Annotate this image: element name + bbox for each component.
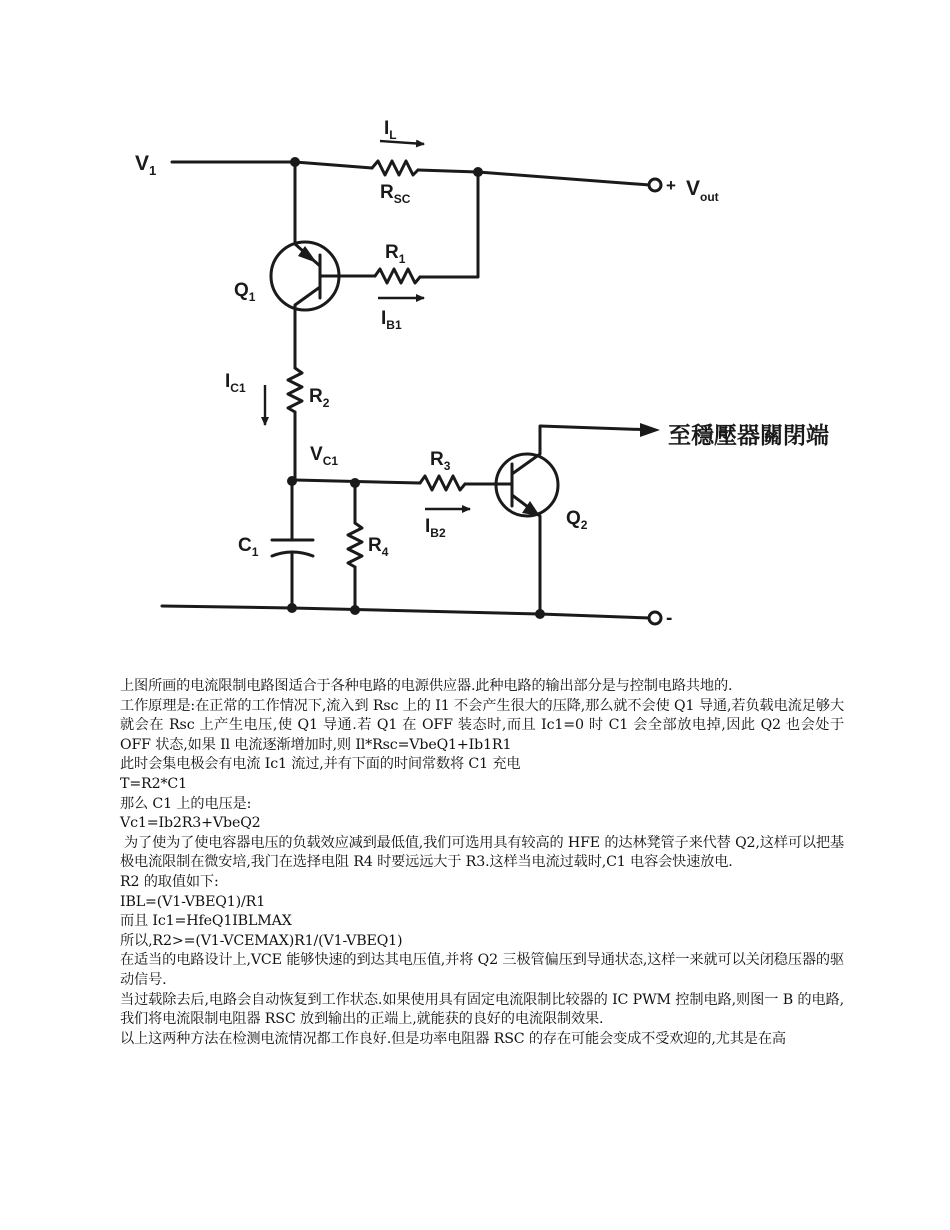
r3-resistor [420, 476, 465, 490]
vout-plus-terminal [649, 179, 661, 191]
formula: Vc1=Ib2R3+VbeQ2 [120, 815, 261, 832]
vout-minus-terminal [649, 612, 661, 624]
formula: IBL=(V1-VBEQ1)/R1 [120, 893, 266, 910]
explanation-text [120, 677, 844, 1049]
top-rail-wire-right [418, 170, 650, 185]
il-arrow [380, 141, 424, 144]
label-q2: $Q_2$ [566, 508, 588, 532]
bottom-rail-wire [162, 606, 650, 618]
label-r2: $R_2$ [309, 386, 330, 410]
formula: 所以,R2>=(V1-VCEMAX)R1/(V1-VBEQ1) [120, 932, 403, 949]
paragraph: R2 的取值如下: [120, 873, 219, 890]
junction-dot [287, 476, 297, 486]
top-rail-wire [172, 162, 372, 168]
label-c1: $C_1$ [238, 535, 259, 559]
label-ib1: $I_{B1}$ [381, 308, 402, 332]
label-ic1: $I_{C1}$ [225, 371, 246, 395]
q1-collector-lead [295, 287, 320, 368]
formula: T=R2*C1 [120, 775, 187, 792]
label-vout-minus: - [666, 608, 673, 629]
junction-dot [473, 167, 483, 177]
label-v1: $V_1$ [135, 152, 157, 178]
label-q1: $Q_1$ [234, 280, 256, 304]
paragraph: 为了使为了使电容器电压的负载效应减到最低值,我们可选用具有较高的 HFE 的达林凳管子来代替 Q2,这样可以把基极电流限制在微安培,我门在选择电阻 R4 时要远远大于 R3.这样当电流过载时,C1 电容会快速放电. [120, 834, 845, 871]
label-rsc: $R_{SC}$ [380, 182, 411, 206]
label-vout: $V_{out}$ [686, 177, 719, 204]
label-il: $I_L$ [384, 118, 397, 142]
label-r1: $R_1$ [385, 242, 406, 266]
label-vc1: $V_{C1}$ [310, 444, 339, 468]
label-r3: $R_3$ [430, 449, 451, 473]
paragraph: 工作原理是:在正常的工作情况下,流入到 Rsc 上的 I1 不会产生很大的压降,那么就不会使 Q1 导通,若负载电流足够大就会在 Rsc 上产生电压,使 Q1 导通.若 Q1 在 OFF 装态时,而且 Ic1=0 时 C1 会全部放电掉,因此 Q2 也会处于 OFF 状态,如果 Il 电流逐渐增加时,则 Il*Rsc=VbeQ1+Ib1R1 [120, 697, 844, 753]
junction-dot [287, 603, 297, 613]
paragraph: 上图所画的电流限制电路图适合于各种电路的电源供应器.此种电路的输出部分是与控制电路共地的. [120, 678, 733, 694]
paragraph: 那么 C1 上的电压是: [120, 795, 252, 812]
r1-feedback-wire [420, 172, 478, 277]
junction-dot [535, 609, 545, 619]
paragraph: 当过载除去后,电路会自动恢复到工作状态.如果使用具有固定电流限制比较器的 IC PWM 控制电路,则图一 B 的电路,我们将电流限制电阻器 RSC 放到输出的正端上,就能获的良好的电流限制效果. [120, 991, 844, 1028]
label-vout-plus: + [666, 176, 676, 195]
to-regulator-arrow [640, 423, 660, 437]
r2-resistor [288, 368, 302, 412]
r4-resistor [348, 523, 362, 567]
formula: 而且 Ic1=HfeQ1IBLMAX [120, 913, 292, 930]
junction-dot [350, 605, 360, 615]
label-r4: $R_4$ [368, 535, 389, 559]
rsc-resistor [372, 161, 418, 175]
label-ib2: $I_{B2}$ [425, 516, 446, 540]
junction-dot [290, 157, 300, 167]
paragraph: 此时会集电极会有电流 Ic1 流过,并有下面的时间常数将 C1 充电 [120, 756, 521, 773]
r1-resistor [375, 269, 420, 283]
junction-dot [350, 478, 360, 488]
paragraph: 以上这两种方法在检测电流情况都工作良好.但是功率电阻器 RSC 的存在可能会变成不受欢迎的,尤其是在高 [120, 1030, 786, 1047]
paragraph: 在适当的电路设计上,VCE 能够快速的到达其电压值,并将 Q2 三极管偏压到导通状态,这样一来就可以关闭稳压器的驱动信号. [120, 952, 844, 988]
label-to-regulator-shutdown: 至穩壓器關閉端 [668, 423, 829, 449]
q2-collector-lead [512, 426, 655, 474]
